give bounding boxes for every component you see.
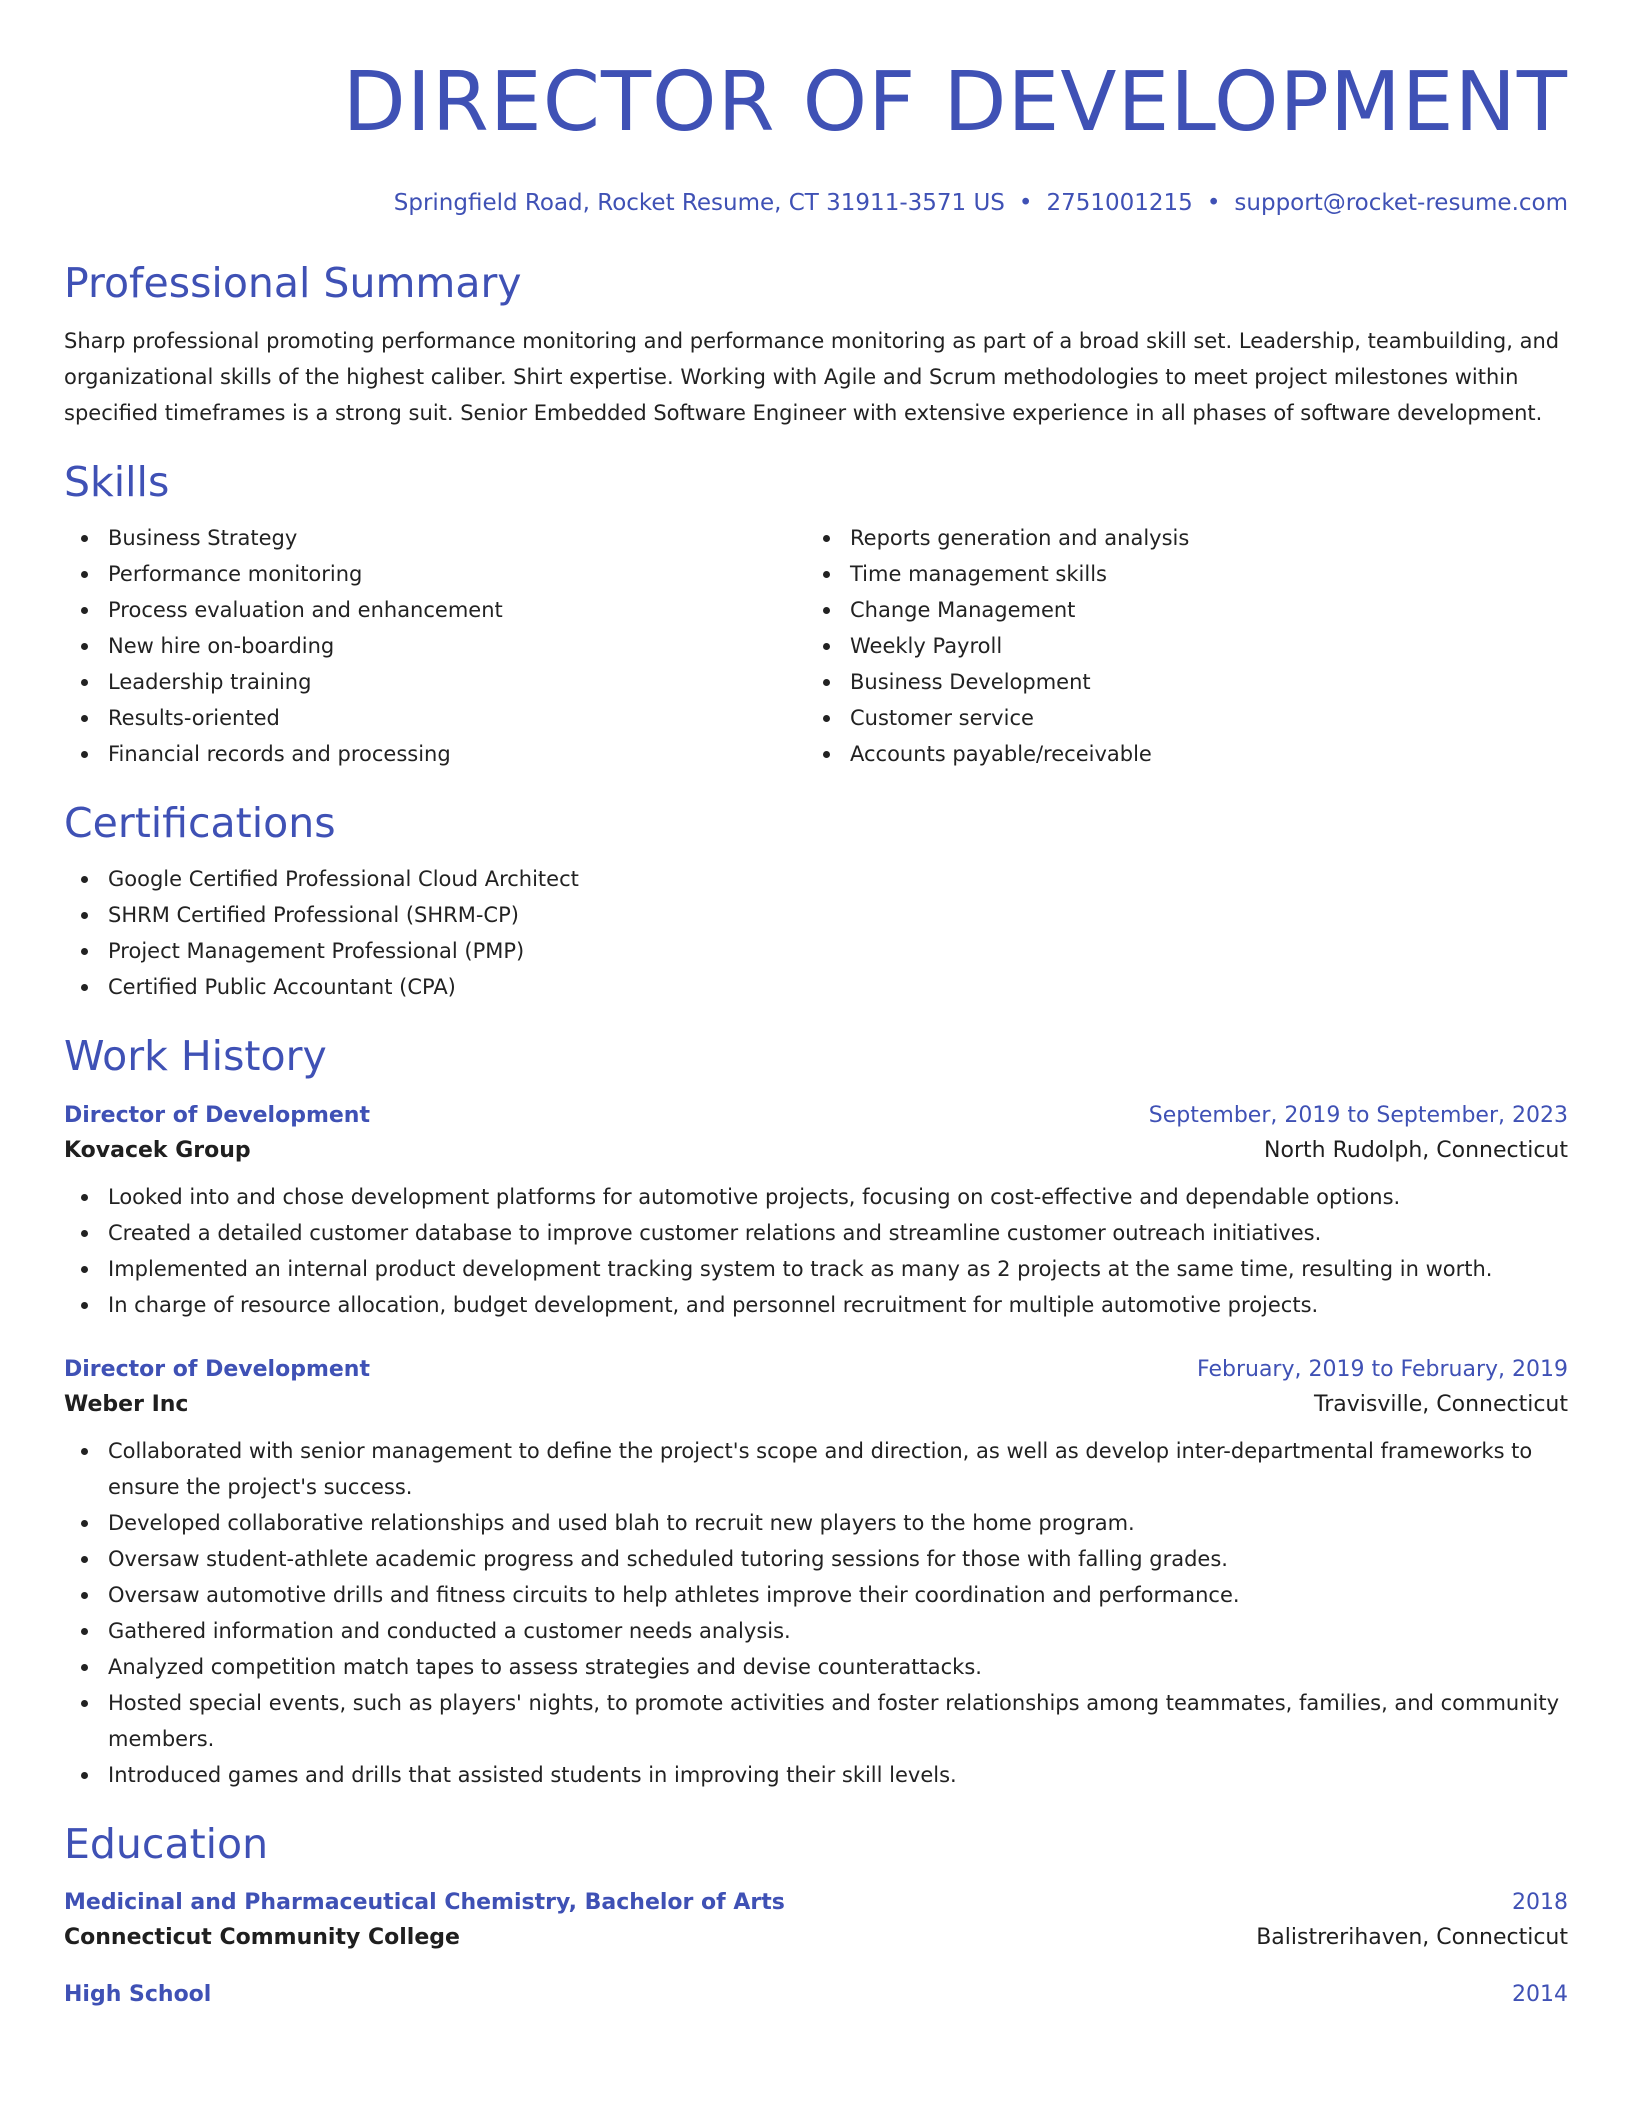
contact-separator: • bbox=[1206, 190, 1221, 216]
contact-phone[interactable]: 2751001215 bbox=[1046, 190, 1193, 216]
list-item: Introduced games and drills that assisted students in improving their skill levels. bbox=[64, 1757, 1568, 1793]
certifications-list bbox=[64, 861, 1568, 1005]
job-location: Travisville, Connecticut bbox=[1314, 1391, 1568, 1417]
list-item: Leadership training bbox=[64, 664, 806, 700]
job-bullets bbox=[64, 1179, 1568, 1323]
list-item: New hire on-boarding bbox=[64, 628, 806, 664]
list-item: Certified Public Accountant (CPA) bbox=[64, 969, 1568, 1005]
job-company: Kovacek Group bbox=[64, 1137, 251, 1163]
section-title-education: Education bbox=[64, 1819, 269, 1868]
education-subheader bbox=[64, 1925, 1568, 1950]
section-title-certifications: Certifications bbox=[64, 799, 336, 848]
job-dates: September, 2019 to September, 2023 bbox=[1148, 1102, 1568, 1128]
job-entry bbox=[64, 1103, 1568, 1323]
list-item: Oversaw student-athlete academic progress and scheduled tutoring sessions for those with falling grades. bbox=[64, 1541, 1568, 1577]
summary-text: Sharp professional promoting performance monitoring and performance monitoring as part of a broad skill set. Leadership, teambuilding, and organizational skills of the highest caliber. Shirt expertise. Working with Agile and Scrum methodologies to meet project milestones within specified timeframes is a strong suit. Senior Embedded Software Engineer with extensive experience in all phases of software development. bbox=[64, 329, 1560, 426]
job-company: Weber Inc bbox=[64, 1391, 189, 1417]
education-degree: Medicinal and Pharmaceutical Chemistry, Bachelor of Arts bbox=[64, 1889, 785, 1915]
contact-email[interactable]: support@rocket-resume.com bbox=[1234, 190, 1568, 216]
contact-line bbox=[64, 190, 1568, 216]
list-item: Time management skills bbox=[806, 556, 1568, 592]
list-item: Change Management bbox=[806, 592, 1568, 628]
list-item: Analyzed competition match tapes to assess strategies and devise counterattacks. bbox=[64, 1649, 1568, 1685]
job-title: Director of Development bbox=[64, 1102, 370, 1128]
list-item: Reports generation and analysis bbox=[806, 520, 1568, 556]
list-item: Results-oriented bbox=[64, 700, 806, 736]
list-item: Business Strategy bbox=[64, 520, 806, 556]
list-item: Implemented an internal product development tracking system to track as many as 2 projects at the same time, resulting in worth. bbox=[64, 1251, 1568, 1287]
list-item: Performance monitoring bbox=[64, 556, 806, 592]
list-item: Customer service bbox=[806, 700, 1568, 736]
education-year: 2018 bbox=[1512, 1889, 1568, 1915]
job-dates: February, 2019 to February, 2019 bbox=[1197, 1356, 1568, 1382]
education-entry bbox=[64, 1982, 1568, 2007]
list-item: Process evaluation and enhancement bbox=[64, 592, 806, 628]
section-title-summary: Professional Summary bbox=[64, 259, 522, 307]
job-location: North Rudolph, Connecticut bbox=[1264, 1137, 1568, 1163]
job-header bbox=[64, 1357, 1568, 1382]
education-year: 2014 bbox=[1512, 1981, 1568, 2007]
list-item: Collaborated with senior management to define the project's scope and direction, as well as develop inter-departmental frameworks to ensure the project's success. bbox=[64, 1433, 1568, 1505]
job-title: Director of Development bbox=[64, 1356, 370, 1382]
contact-address: Springfield Road, Rocket Resume, CT 31911-3571 US bbox=[393, 190, 1005, 216]
education-header bbox=[64, 1982, 1568, 2007]
education-degree: High School bbox=[64, 1981, 212, 2007]
list-item: Google Certified Professional Cloud Architect bbox=[64, 861, 1568, 897]
job-bullets bbox=[64, 1433, 1568, 1793]
education-location: Balistrerihaven, Connecticut bbox=[1256, 1924, 1568, 1950]
resume-name: DIRECTOR OF DEVELOPMENT bbox=[342, 55, 1568, 150]
list-item: Developed collaborative relationships and used blah to recruit new players to the home program. bbox=[64, 1505, 1568, 1541]
list-item: Financial records and processing bbox=[64, 736, 806, 772]
list-item: Gathered information and conducted a customer needs analysis. bbox=[64, 1613, 1568, 1649]
list-item: Looked into and chose development platforms for automotive projects, focusing on cost-effective and dependable options. bbox=[64, 1179, 1568, 1215]
job-entry bbox=[64, 1357, 1568, 1793]
section-title-work-history: Work History bbox=[64, 1032, 327, 1081]
list-item: Hosted special events, such as players' nights, to promote activities and foster relationships among teammates, families, and community members. bbox=[64, 1685, 1568, 1757]
list-item: Accounts payable/receivable bbox=[806, 736, 1568, 772]
job-subheader bbox=[64, 1138, 1568, 1163]
list-item: Created a detailed customer database to improve customer relations and streamline customer outreach initiatives. bbox=[64, 1215, 1568, 1251]
list-item: Weekly Payroll bbox=[806, 628, 1568, 664]
job-header bbox=[64, 1103, 1568, 1128]
list-item: Business Development bbox=[806, 664, 1568, 700]
skills-list-right bbox=[806, 520, 1568, 772]
list-item: In charge of resource allocation, budget development, and personnel recruitment for multiple automotive projects. bbox=[64, 1287, 1568, 1323]
list-item: Oversaw automotive drills and fitness circuits to help athletes improve their coordination and performance. bbox=[64, 1577, 1568, 1613]
job-subheader bbox=[64, 1392, 1568, 1417]
education-header bbox=[64, 1890, 1568, 1915]
education-entry bbox=[64, 1890, 1568, 1950]
section-title-skills: Skills bbox=[64, 458, 170, 507]
education-school: Connecticut Community College bbox=[64, 1924, 460, 1950]
skills-grid bbox=[64, 506, 1568, 772]
contact-separator: • bbox=[1018, 190, 1033, 216]
list-item: SHRM Certified Professional (SHRM-CP) bbox=[64, 897, 1568, 933]
skills-list-left bbox=[64, 520, 806, 772]
list-item: Project Management Professional (PMP) bbox=[64, 933, 1568, 969]
